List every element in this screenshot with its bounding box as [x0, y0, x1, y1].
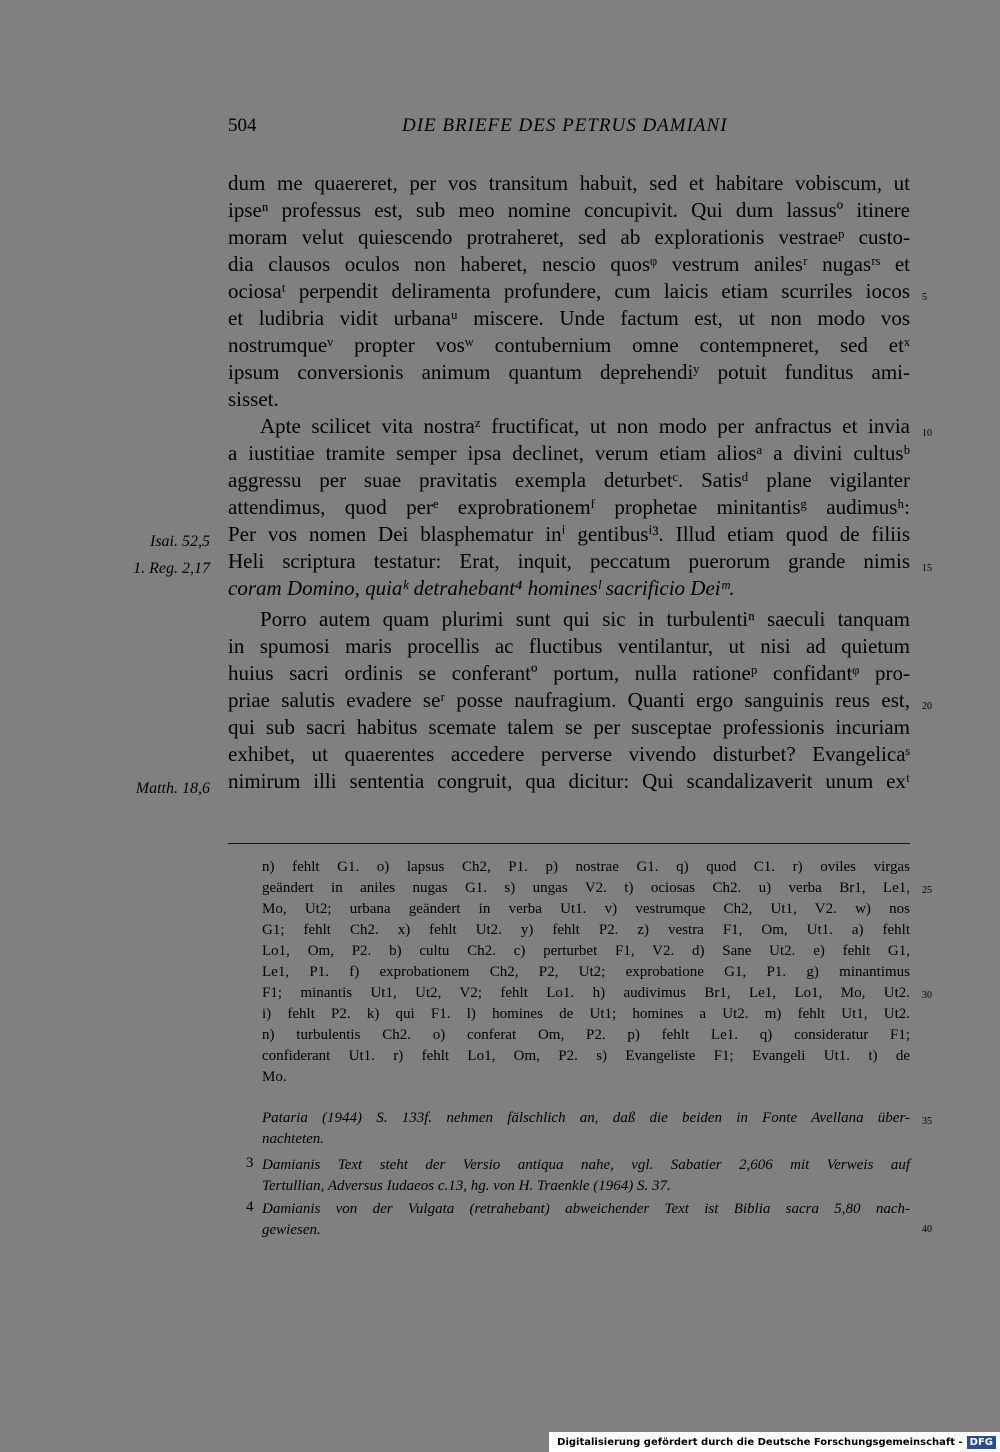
apparatus-line: Mo.	[262, 1069, 287, 1085]
apparatus-line: confiderant Ut1. r) fehlt Lo1, Om, P2. s) Evangeliste F1; Evangeli Ut1. t) de	[262, 1048, 910, 1064]
line-number: 30	[922, 990, 932, 1001]
body-line: Apte scilicet vita nostraᶻ fructificat, ut non modo per anfractus et invia	[260, 414, 910, 438]
body-line: qui sub sacri habitus scemate talem se per susceptae professionis incuriam	[228, 715, 910, 739]
note-line: Damianis Text steht der Versio antiqua nahe, vgl. Sabatier 2,606 mit Verweis auf	[262, 1157, 910, 1173]
apparatus-line: G1; fehlt Ch2. x) fehlt Ut2. y) fehlt P2. z) vestra F1, Om, Ut1. a) fehlt	[262, 922, 910, 938]
body-line: dum me quaereret, per vos transitum habuit, sed et habitare vobiscum, ut	[228, 171, 910, 195]
note-number: 4	[246, 1199, 254, 1215]
line-number: 20	[922, 701, 932, 712]
apparatus-line: i) fehlt P2. k) qui F1. l) homines de Ut1; homines a Ut2. m) fehlt Ut1, Ut2.	[262, 1006, 910, 1022]
body-line: attendimus, quod perᵉ exprobrationemᶠ prophetae minitantisᵍ audimusʰ:	[228, 495, 910, 519]
line-number: 25	[922, 885, 932, 896]
margin-reference: Isai. 52,5	[150, 533, 210, 550]
note-line: gewiesen.	[262, 1222, 321, 1238]
note-line: nachteten.	[262, 1131, 325, 1147]
body-line: exhibet, ut quaerentes accedere perverse vivendo disturbet? Evangelicaˢ	[228, 742, 910, 766]
note-number: 3	[246, 1155, 254, 1171]
body-line: Per vos nomen Dei blasphematur inⁱ gentibusⁱ³. Illud etiam quod de filiis	[228, 522, 910, 546]
body-line: et ludibria vidit urbanaᵘ miscere. Unde factum est, ut non modo vos	[228, 306, 910, 330]
body-line: dia clausos oculos non haberet, nescio quosᵠ vestrum anilesʳ nugasʳˢ et	[228, 252, 910, 276]
margin-reference: Matth. 18,6	[135, 780, 210, 797]
line-number: 35	[922, 1116, 932, 1127]
body-line: aggressu per suae pravitatis exempla deturbetᶜ. Satisᵈ plane vigilanter	[228, 468, 910, 492]
note-line: Damianis von der Vulgata (retrahebant) abweichender Text ist Biblia sacra 5,80 nach-	[262, 1201, 910, 1217]
body-line: nimirum illi sententia congruit, qua dicitur: Qui scandalizaverit unum exᵗ	[228, 769, 910, 793]
line-number: 5	[922, 292, 927, 303]
apparatus-line: n) turbulentis Ch2. o) conferat Om, P2. p) fehlt Le1. q) consideratur F1;	[262, 1027, 910, 1043]
body-line: in spumosi maris procellis ac fluctibus ventilantur, ut nisi ad quietum	[228, 634, 910, 658]
apparatus-line: Le1, P1. f) exprobationem Ch2, P2, Ut2; exprobatione G1, P1. g) minantimus	[262, 964, 910, 980]
body-line: ociosaᵗ perpendit deliramenta profundere, cum laicis etiam scurriles iocos	[228, 279, 910, 303]
margin-reference: 1. Reg. 2,17	[133, 560, 210, 577]
body-line: ipsum conversionis animum quantum deprehendiʸ potuit funditus ami-	[228, 360, 910, 384]
body-line: coram Domino, quiaᵏ detrahebant⁴ hominesˡ sacrificio Deiᵐ.	[228, 576, 735, 600]
body-line: Heli scriptura testatur: Erat, inquit, peccatum puerorum grande nimis	[228, 549, 910, 573]
apparatus-line: Lo1, Om, P2. b) cultu Ch2. c) perturbet F1, V2. d) Sane Ut2. e) fehlt G1,	[262, 943, 910, 959]
body-line: a iustitiae tramite semper ipsa declinet, verum etiam aliosᵃ a divini cultusᵇ	[228, 441, 910, 465]
body-line: priae salutis evadere seʳ posse naufragium. Quanti ergo sanguinis reus est,	[228, 688, 910, 712]
footer-text: Digitalisierung gefördert durch die Deutsche Forschungsgemeinschaft -	[557, 1436, 963, 1448]
body-line: nostrumqueᵛ propter vosʷ contubernium omne contempneret, sed etˣ	[228, 333, 910, 357]
note-line: Pataria (1944) S. 133f. nehmen fälschlich an, daß die beiden in Fonte Avellana über-	[262, 1110, 910, 1126]
body-line: sisset.	[228, 387, 279, 411]
running-title: DIE BRIEFE DES PETRUS DAMIANI	[402, 115, 728, 136]
footnote-rule	[228, 843, 910, 844]
line-number: 15	[922, 563, 932, 574]
body-line: ipseⁿ professus est, sub meo nomine concupivit. Qui dum lassusº itinere	[228, 198, 910, 222]
page-number: 504	[228, 115, 257, 136]
body-line: Porro autem quam plurimi sunt qui sic in turbulentiⁿ saeculi tanquam	[260, 607, 910, 631]
digitization-footer	[549, 1432, 1000, 1452]
note-line: Tertullian, Adversus Iudaeos c.13, hg. von H. Traenkle (1964) S. 37.	[262, 1178, 671, 1194]
apparatus-line: geändert in aniles nugas G1. s) ungas V2. t) ociosas Ch2. u) verba Br1, Le1,	[262, 880, 910, 896]
line-number: 10	[922, 428, 932, 439]
apparatus-line: Mo, Ut2; urbana geändert in verba Ut1. v) vestrumque Ch2, Ut1, V2. w) nos	[262, 901, 910, 917]
apparatus-line: n) fehlt G1. o) lapsus Ch2, P1. p) nostrae G1. q) quod C1. r) oviles virgas	[262, 859, 910, 875]
apparatus-line: F1; minantis Ut1, Ut2, V2; fehlt Lo1. h) audivimus Br1, Le1, Lo1, Mo, Ut2.	[262, 985, 910, 1001]
line-number: 40	[922, 1224, 932, 1235]
dfg-logo: DFG	[967, 1436, 996, 1449]
body-line: moram velut quiescendo protraheret, sed ab explorationis vestraeᵖ custo-	[228, 225, 910, 249]
body-line: huius sacri ordinis se conferantº portum, nulla rationeᵖ confidantᵠ pro-	[228, 661, 910, 685]
